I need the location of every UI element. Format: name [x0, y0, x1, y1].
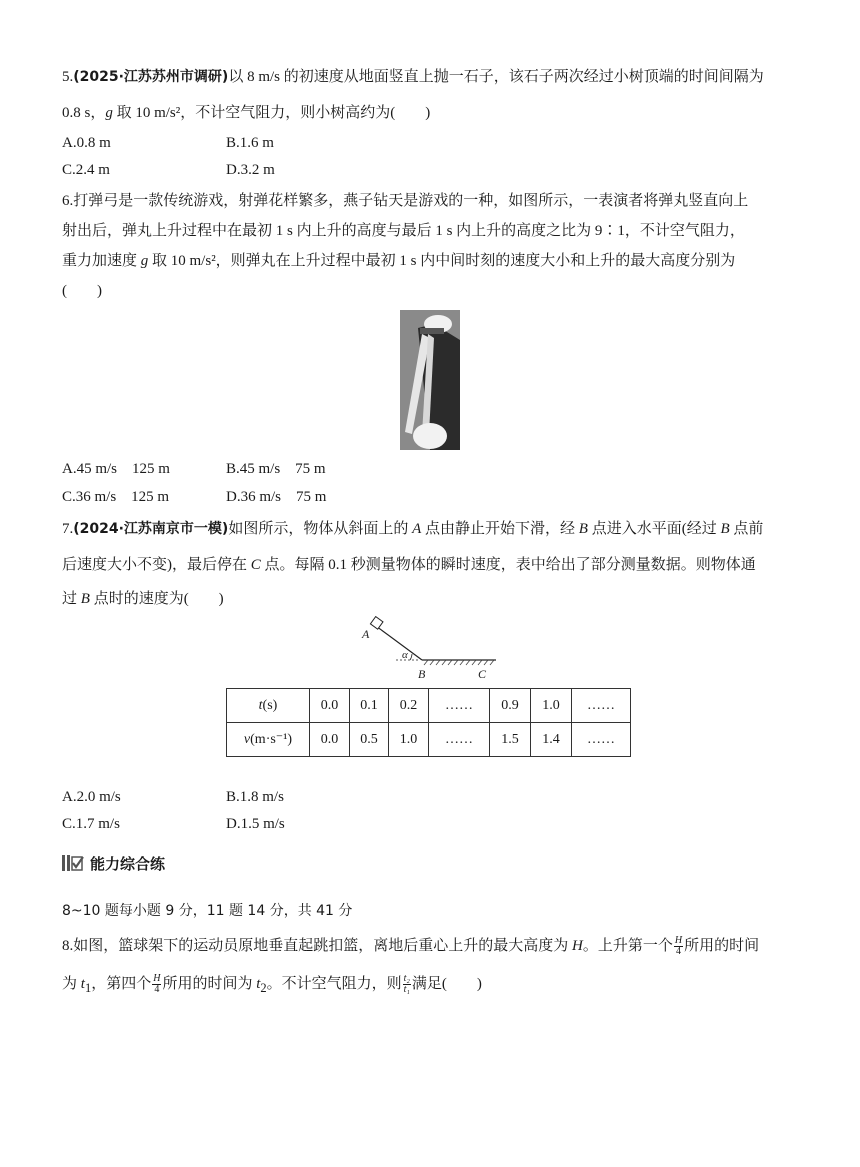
q6-line-4: ( ) [62, 283, 102, 299]
q7-line-2: 后速度大小不变)，最后停在 C 点。每隔 0.1 秒测量物体的瞬时速度，表中给出了部分测量数据。则物体通 [62, 557, 756, 573]
q6-line-2: 射出后，弹丸上升过程中在最初 1 s 内上升的高度与最后 1 s 内上升的高度之比为 9∶1，不计空气阻力， [62, 223, 745, 239]
q5-source: (2025·江苏苏州市调研) [73, 69, 229, 85]
q8-line-1: 8.如图，篮球架下的运动员原地垂直起跳扣篮，离地后重心上升的最大高度为 H。上升第一个 $\frac{H}{4}$ 所用的时间 [62, 935, 760, 958]
checklist-icon [62, 854, 84, 872]
label-alpha: α [402, 649, 408, 661]
velocity-table [226, 688, 631, 757]
table-cell: 1.5 [490, 723, 531, 757]
table-cell: 0.9 [490, 689, 531, 723]
table-cell: …… [429, 723, 490, 757]
table-header-time: t(s) [227, 689, 310, 723]
q5-line-2: 0.8 s，g 取 10 m/s²，不计空气阻力，则小树高约为( ) [62, 105, 431, 121]
label-a: A [362, 627, 370, 641]
q6-line-1: 6.打弹弓是一款传统游戏，射弹花样繁多，燕子钻天是游戏的一种，如图所示，一表演者将弹丸竖直向上 [62, 193, 749, 209]
q6-option-c: C.36 m/s 125 m [62, 489, 170, 505]
section-title: 能力综合练 [90, 854, 166, 873]
q7-line-3: 过 B 点时的速度为( ) [62, 591, 224, 607]
q6-line-3: 重力加速度 g 取 10 m/s²，则弹丸在上升过程中最初 1 s 内中间时刻的速度大小和上升的最大高度分别为 [62, 253, 736, 269]
table-header-velocity: v(m·s⁻¹) [227, 723, 310, 757]
q8-line-2: 为 $t_1$，第四个 $\frac{H}{4}$ 所用的时间为 $t_2$。不计空气阻力，则 $\frac{\text{t₂}}{\text{t₁}}$ 满足( ) [62, 973, 482, 996]
q7-option-d: D.1.5 m/s [226, 816, 285, 832]
q5-number: 5. [62, 69, 74, 85]
fraction-t2-over-t1: $\frac{\text{t₂}}{\text{t₁}}$ [403, 973, 410, 996]
q7-source: (2024·江苏南京市一模) [73, 521, 229, 537]
table-cell: …… [572, 689, 631, 723]
q5-line-1: 5.(2025·江苏苏州市调研)以 8 m/s 的初速度从地面竖直上抛一石子，该石子两次经过小树顶端的时间间隔为 [62, 69, 764, 85]
q7-option-c: C.1.7 m/s [62, 816, 120, 832]
q6-option-a: A.45 m/s 125 m [62, 461, 170, 477]
table-cell: 0.0 [310, 723, 350, 757]
q7-option-a: A.2.0 m/s [62, 789, 121, 805]
table-cell: 1.0 [389, 723, 429, 757]
table-row-time [227, 689, 631, 723]
q5-option-b: B.1.6 m [226, 135, 274, 151]
section-scoring: 8~10 题每小题 9 分，11 题 14 分，共 41 分 [62, 903, 353, 919]
table-cell: 0.0 [310, 689, 350, 723]
q7-option-b: B.1.8 m/s [226, 789, 284, 805]
label-c: C [478, 667, 487, 681]
table-cell: …… [572, 723, 631, 757]
table-cell: 0.2 [389, 689, 429, 723]
section-header [62, 852, 165, 874]
q5-option-a: A.0.8 m [62, 135, 111, 151]
incline-diagram [356, 612, 502, 684]
slingshot-photo [400, 310, 460, 450]
q6-option-b: B.45 m/s 75 m [226, 461, 326, 477]
q6-option-d: D.36 m/s 75 m [226, 489, 327, 505]
fraction-h-over-4: $\frac{H}{4}$ [153, 973, 161, 996]
table-cell: 0.1 [350, 689, 389, 723]
table-row-velocity [227, 723, 631, 757]
q5-option-c: C.2.4 m [62, 162, 110, 178]
fraction-h-over-4: $\frac{H}{4}$ [674, 935, 683, 958]
table-cell: 1.0 [531, 689, 572, 723]
table-cell: 0.5 [350, 723, 389, 757]
q5-option-d: D.3.2 m [226, 162, 275, 178]
q7-line-1: 7.(2024·江苏南京市一模)如图所示，物体从斜面上的 A 点由静止开始下滑，经 B 点进入水平面(经过 B 点前 [62, 521, 764, 537]
table-cell: …… [429, 689, 490, 723]
label-b: B [418, 667, 426, 681]
q7-number: 7. [62, 521, 74, 537]
table-cell: 1.4 [531, 723, 572, 757]
